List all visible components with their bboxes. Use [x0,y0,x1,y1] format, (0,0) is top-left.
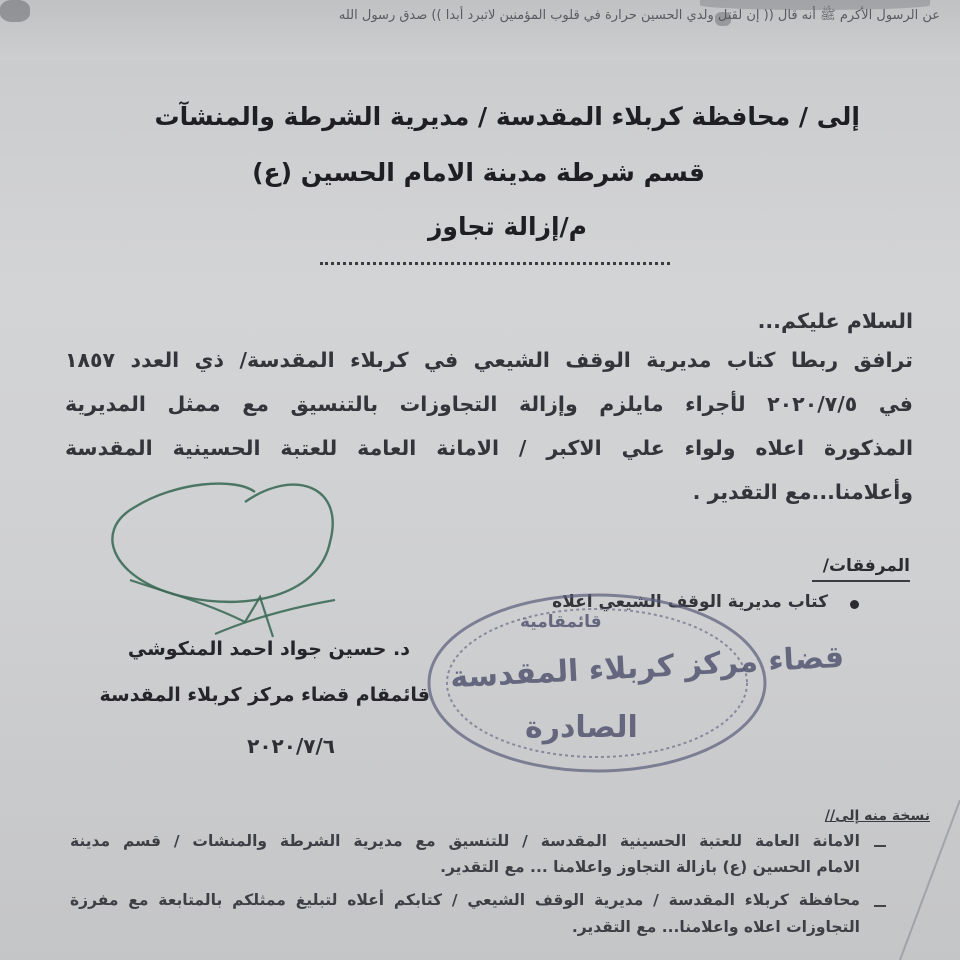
copy-item: الامانة العامة للعتبة الحسينية المقدسة / للتنسيق مع مديرية الشرطة والمنشات / قسم مدينة [70,832,860,850]
attachment-item: كتاب مديرية الوقف الشيعي اعلاه [552,592,828,612]
signatory-title: قائمقام قضاء مركز كربلاء المقدسة [99,684,430,706]
attachments-title: المرفقات/ [822,556,910,576]
greeting: السلام عليكم... [757,309,913,333]
list-dash [874,845,886,847]
copy-item: التجاوزات اعلاه واعلامنا... مع التقدير. [571,918,860,936]
recipient-line-1: إلى / محافظة كربلاء المقدسة / مديرية الشرطة والمنشآت [154,102,860,131]
seal-middle-text: قضاء مركز كربلاء المقدسة [449,639,845,696]
hadith-line: عن الرسول الأكرم ﷺ أنه قال (( إن لقتل ولدي الحسين حرارة في قلوب المؤمنين لاتبرد أبدا )) صدق رسول الله [338,8,940,23]
seal-bottom-text: الصادرة [525,710,638,745]
page-fold-shadow [895,800,960,960]
list-dash [874,905,886,907]
bullet-icon [850,600,859,609]
seal-top-text: قائمقامية [520,612,602,632]
signature-date: ٢٠٢٠/٧/٦ [247,734,335,758]
recipient-line-2: قسم شرطة مدينة الامام الحسين (ع) [252,158,705,187]
body-line: ترافق ربطا كتاب مديرية الوقف الشيعي في كربلاء المقدسة/ ذي العدد ١٨٥٧ [65,348,913,372]
handwritten-signature [95,462,345,662]
signatory-name: د. حسين جواد احمد المنكوشي [127,638,410,660]
body-line: في ٢٠٢٠/٧/٥ لأجراء مايلزم وإزالة التجاوزات بالتنسيق مع ممثل المديرية [65,392,913,416]
attachments-underline [812,580,910,582]
body-line: المذكورة اعلاه ولواء علي الاكبر / الامانة العامة للعتبة الحسينية المقدسة [65,436,913,460]
copy-item: الامام الحسين (ع) بازالة التجاوز واعلامنا ... مع التقدير. [440,858,860,876]
copies-title: نسخة منه إلى// [824,808,930,824]
body-line: وأعلامنا...مع التقدير . [692,480,913,504]
subject-line: م/إزالة تجاوز [428,212,587,241]
copy-item: محافظة كربلاء المقدسة / مديرية الوقف الشيعي / كتابكم أعلاه لتبليغ ممثلكم بالمتابعة مع مفرزة [70,891,860,909]
dotted-divider [320,262,670,265]
